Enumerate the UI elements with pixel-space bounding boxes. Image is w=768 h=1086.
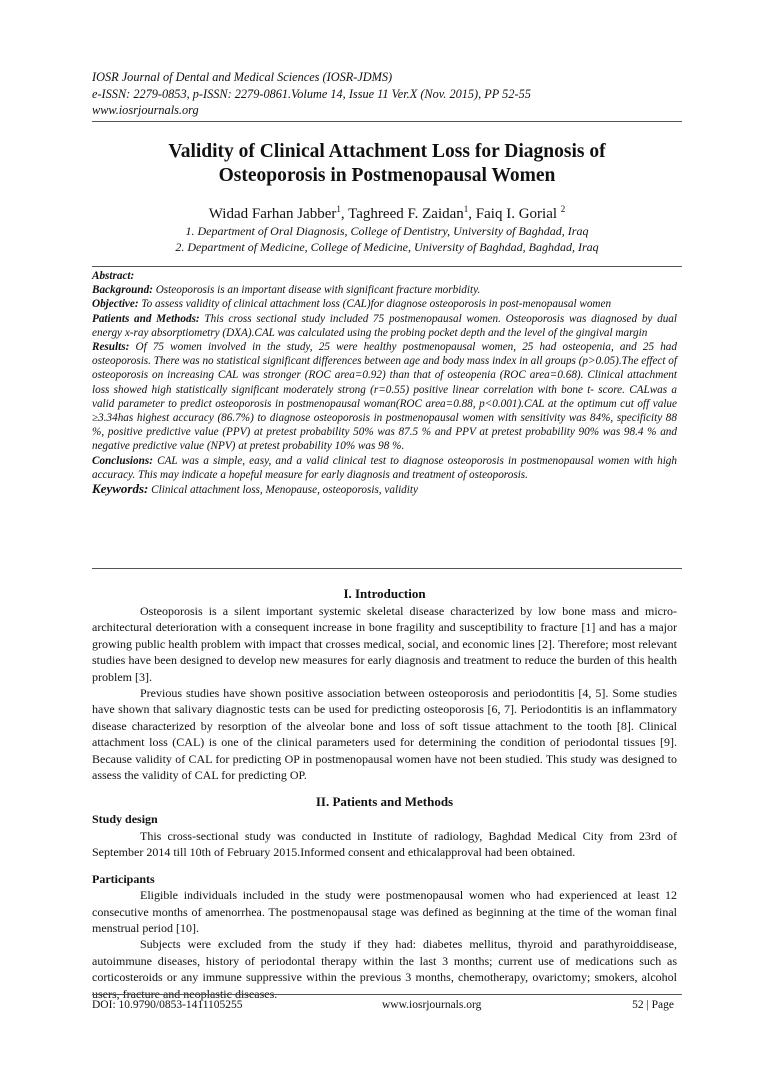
- objective-text: To assess validity of clinical attachment loss (CAL)for diagnose osteoporosis in post-menopausal women: [141, 298, 612, 311]
- methods-heading: II. Patients and Methods: [315, 794, 454, 810]
- main-body: [92, 585, 677, 1002]
- title-line-1: Validity of Clinical Attachment Loss for Diagnosis of: [168, 141, 606, 162]
- objective-label: Objective:: [92, 298, 139, 311]
- abstract-bottom-rule: [92, 568, 682, 569]
- footer-doi[interactable]: DOI: 10.9790/0853-1411105255: [92, 999, 243, 1011]
- participants-heading: Participants: [92, 871, 155, 886]
- study-design-heading: Study design: [92, 812, 158, 827]
- footer-rule: [92, 994, 682, 995]
- affiliation-2: 2. Department of Medicine, College of Medicine, University of Baghdad, Baghdad, Iraq: [175, 240, 599, 254]
- abstract-objective: [92, 297, 677, 311]
- author-2-affiliation: 1: [463, 204, 469, 214]
- keywords-text: Clinical attachment loss, Menopause, osteoporosis, validity: [151, 484, 418, 497]
- background-label: Background:: [92, 284, 153, 297]
- abstract-heading: Abstract:: [92, 270, 135, 282]
- author-1-affiliation: 1: [336, 204, 341, 214]
- study-design-text: This cross-sectional study was conducted in Institute of radiology, Baghdad Medical City from 23rd of September 2014 till 10th of February 2015.Informed consent and ethicalapproval had been obtained.: [92, 828, 677, 860]
- section-gap: [92, 783, 677, 793]
- abstract-methods: [92, 312, 677, 340]
- journal-url[interactable]: www.iosrjournals.org: [92, 103, 199, 117]
- journal-issn: e-ISSN: 2279-0853, p-ISSN: 2279-0861.Volume 14, Issue 11 Ver.X (Nov. 2015), PP 52-55: [92, 86, 531, 101]
- affiliations: [92, 223, 682, 255]
- abstract-results: [92, 340, 677, 454]
- conclusions-label: Conclusions:: [92, 454, 153, 467]
- intro-heading: I. Introduction: [343, 586, 426, 601]
- methods-text: This cross sectional study included 75 postmenopausal women. Osteoporosis was diagnosed by dual energy x-ray absorptiometry (DXA).CAL was calculated using the probing pocket depth and the level of the gingival margin: [92, 312, 677, 339]
- section-gap: [92, 861, 677, 871]
- abstract-top-rule: [92, 266, 682, 267]
- results-label: Results:: [92, 341, 130, 354]
- abstract-keywords: [92, 482, 677, 497]
- participants-paragraph-2: Subjects were excluded from the study if they had: diabetes mellitus, thyroid and parathyroiddisease, autoimmune diseases, history of periodontal therapy within the last 3 months; current use of medications such as corticosteroids or any immune suppressive within the previous 3 months, chemotherapy, ovarictomy; smokers, alcohol users, fracture and neoplastic diseases.: [92, 937, 677, 1001]
- footer-site[interactable]: www.iosrjournals.org: [382, 999, 482, 1011]
- keywords-label: Keywords:: [92, 481, 149, 497]
- abstract: [92, 269, 677, 497]
- participants-paragraph-1: Eligible individuals included in the study were postmenopausal women who had experienced at least 12 consecutive months of amenorrhea. The postmenopausal stage was defined as beginning at the time of the woman final menstrual period [10].: [92, 888, 677, 935]
- author-1: Widad Farhan Jabber: [208, 206, 337, 222]
- author-3-affiliation: 2: [560, 204, 566, 214]
- abstract-background: [92, 283, 677, 297]
- title-line-2: Osteoporosis in Postmenopausal Women: [218, 165, 556, 186]
- author-list: Widad Farhan Jabber$^1$, Taghreed F. Zaidan$^1$, Faiq I. Gorial $^2$: [208, 204, 566, 222]
- methods-label: Patients and Methods:: [92, 312, 200, 325]
- affiliation-1: 1. Department of Oral Diagnosis, College of Dentistry, University of Baghdad, Iraq: [185, 224, 589, 238]
- abstract-conclusions: [92, 454, 677, 482]
- conclusions-text: CAL was a simple, easy, and a valid clinical test to diagnose osteoporosis in postmenopausal women with high accuracy. This may indicate a hopeful measure for early diagnosis and treatment of osteoporosis.: [92, 454, 677, 481]
- paper-title: [92, 140, 682, 188]
- journal-name: IOSR Journal of Dental and Medical Sciences (IOSR-JDMS): [92, 70, 393, 84]
- intro-paragraph-2: Previous studies have shown positive association between osteoporosis and periodontitis [4, 5]. Some studies have shown that salivary diagnostic tests can be used for predicting osteoporosis [6, 7]. Periodontitis is an inflammatory disease characterized by resorption of the alveolar bone and loss of soft tissue attachment to the tooth [8]. Clinical attachment loss (CAL) is one of the clinical parameters used for determining the condition of periodontal tissues [9]. Because validity of CAL for predicting OP in postmenopausal women have not been studied. This study was designed to assess the validity of CAL for predicting OP.: [92, 686, 677, 783]
- results-text: Of 75 women involved in the study, 25 were healthy postmenopausal women, 25 had osteopenia, and 25 had osteoporosis. There was no statistical significant differences between age and body mass index in all groups (p>0.05).The effect of osteoporosis on increasing CAL was stronger (ROC area=0.92) than that of osteopenia (ROC area=0.68). Clinical attachment loss showed high statistically significant moderately strong (r=0.55) positive linear correlation with bone t- score. CALwas a valid parameter to predict osteoporosis in postmenopausal woman(ROC area=0.88, p<0.001).CAL at the optimum cut off value ≥3.34has highest accuracy (86.7%) to diagnose osteoporosis in postmenopausal women with sensitivity was 84%, specificity 88 %, positive predictive value (PPV) at pretest probability 50% was 87.5 % and PPV at pretest probability 90% was 98.4 % and negative predictive value (NPV) at pretest probability 10% was 98 %.: [92, 341, 677, 453]
- journal-header: [92, 69, 682, 119]
- header-divider: [92, 121, 682, 122]
- author-2: Taghreed F. Zaidan: [348, 206, 464, 222]
- background-text: Osteoporosis is an important disease with significant fracture morbidity.: [155, 284, 481, 297]
- intro-paragraph-1: Osteoporosis is a silent important systemic skeletal disease characterized by low bone mass and micro-architectural deterioration with a consequent increase in bone fragility and susceptibility to fracture [1] and has a major growing public health problem with impact that crosses medical, social, and economic lines [2]. Therefore; most relevant studies have been designed to develop new measures for early diagnosis and treatment to reduce the burden of this health problem [3].: [92, 604, 677, 684]
- footer-page-number: 52 | Page: [632, 999, 674, 1011]
- author-3: Faiq I. Gorial: [475, 206, 558, 222]
